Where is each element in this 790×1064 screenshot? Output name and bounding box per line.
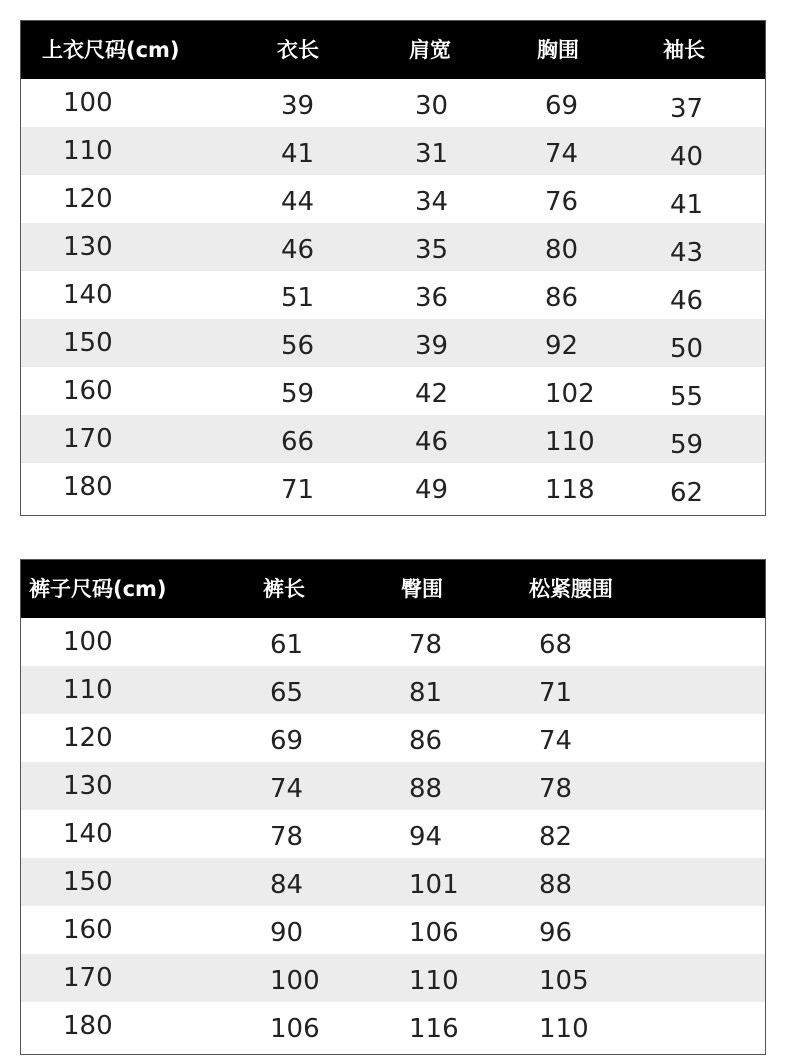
sleeve-length-cell: 43	[670, 238, 704, 268]
size-cell: 150	[63, 328, 113, 358]
sleeve-length-cell: 55	[670, 382, 704, 412]
sleeve-length-cell: 46	[670, 286, 704, 316]
hip-cell: 94	[409, 822, 443, 852]
shoulder-width-cell: 49	[415, 475, 449, 505]
hip-cell: 116	[409, 1014, 459, 1044]
size-cell: 160	[63, 915, 113, 945]
sleeve-length-cell: 37	[670, 94, 704, 124]
pants-length-cell: 100	[270, 966, 320, 996]
waist-cell: 74	[539, 726, 573, 756]
size-cell: 120	[63, 723, 113, 753]
bottom-size-table	[20, 559, 766, 1055]
size-cell: 160	[63, 376, 113, 406]
pants-length-cell: 61	[270, 630, 304, 660]
chest-cell: 110	[545, 427, 595, 457]
table-row	[21, 954, 765, 1002]
header-sleeve-length: 袖长	[663, 38, 705, 62]
pants-length-cell: 65	[270, 678, 304, 708]
hip-cell: 88	[409, 774, 443, 804]
table-row	[21, 79, 765, 127]
size-cell: 130	[63, 771, 113, 801]
size-cell: 170	[63, 963, 113, 993]
size-cell: 120	[63, 184, 113, 214]
table-row	[21, 319, 765, 367]
hip-cell: 78	[409, 630, 443, 660]
hip-cell: 110	[409, 966, 459, 996]
shoulder-width-cell: 30	[415, 91, 449, 121]
pants-length-cell: 78	[270, 822, 304, 852]
waist-cell: 71	[539, 678, 573, 708]
top-size-table	[20, 20, 766, 516]
chest-cell: 69	[545, 91, 579, 121]
table-row	[21, 127, 765, 175]
top-table-header	[21, 21, 765, 79]
sleeve-length-cell: 40	[670, 142, 704, 172]
bottom-table-header	[21, 560, 765, 618]
shoulder-width-cell: 39	[415, 331, 449, 361]
table-row	[21, 463, 765, 511]
sleeve-length-cell: 59	[670, 430, 704, 460]
table-row	[21, 762, 765, 810]
sleeve-length-cell: 50	[670, 334, 704, 364]
table-row	[21, 618, 765, 666]
table-row	[21, 223, 765, 271]
shoulder-width-cell: 36	[415, 283, 449, 313]
pants-length-cell: 106	[270, 1014, 320, 1044]
table-row	[21, 175, 765, 223]
header-pants-size: 裤子尺码(cm)	[29, 577, 167, 601]
waist-cell: 68	[539, 630, 573, 660]
shoulder-width-cell: 34	[415, 187, 449, 217]
garment-length-cell: 41	[281, 139, 315, 169]
table-row	[21, 714, 765, 762]
waist-cell: 78	[539, 774, 573, 804]
shoulder-width-cell: 31	[415, 139, 449, 169]
hip-cell: 81	[409, 678, 443, 708]
garment-length-cell: 46	[281, 235, 315, 265]
header-elastic-waist: 松紧腰围	[529, 577, 613, 601]
header-shoulder-width: 肩宽	[409, 38, 451, 62]
pants-length-cell: 90	[270, 918, 304, 948]
header-garment-length: 衣长	[277, 38, 319, 62]
size-cell: 100	[63, 88, 113, 118]
waist-cell: 82	[539, 822, 573, 852]
header-pants-length: 裤长	[263, 577, 305, 601]
size-cell: 180	[63, 472, 113, 502]
pants-length-cell: 84	[270, 870, 304, 900]
chest-cell: 92	[545, 331, 579, 361]
size-cell: 140	[63, 280, 113, 310]
size-cell: 180	[63, 1011, 113, 1041]
table-row	[21, 1002, 765, 1050]
size-cell: 130	[63, 232, 113, 262]
sleeve-length-cell: 41	[670, 190, 704, 220]
waist-cell: 105	[539, 966, 589, 996]
chest-cell: 76	[545, 187, 579, 217]
chest-cell: 86	[545, 283, 579, 313]
garment-length-cell: 44	[281, 187, 315, 217]
chest-cell: 102	[545, 379, 595, 409]
shoulder-width-cell: 46	[415, 427, 449, 457]
hip-cell: 101	[409, 870, 459, 900]
garment-length-cell: 51	[281, 283, 315, 313]
garment-length-cell: 56	[281, 331, 315, 361]
size-cell: 110	[63, 675, 113, 705]
waist-cell: 96	[539, 918, 573, 948]
header-hip: 臀围	[401, 577, 443, 601]
sleeve-length-cell: 62	[670, 478, 704, 508]
table-row	[21, 810, 765, 858]
waist-cell: 88	[539, 870, 573, 900]
shoulder-width-cell: 42	[415, 379, 449, 409]
table-row	[21, 415, 765, 463]
table-row	[21, 271, 765, 319]
shoulder-width-cell: 35	[415, 235, 449, 265]
chest-cell: 74	[545, 139, 579, 169]
size-cell: 100	[63, 627, 113, 657]
garment-length-cell: 59	[281, 379, 315, 409]
chest-cell: 80	[545, 235, 579, 265]
hip-cell: 106	[409, 918, 459, 948]
waist-cell: 110	[539, 1014, 589, 1044]
table-row	[21, 906, 765, 954]
pants-length-cell: 74	[270, 774, 304, 804]
size-cell: 110	[63, 136, 113, 166]
header-chest: 胸围	[537, 38, 579, 62]
garment-length-cell: 39	[281, 91, 315, 121]
pants-length-cell: 69	[270, 726, 304, 756]
table-row	[21, 666, 765, 714]
hip-cell: 86	[409, 726, 443, 756]
size-cell: 150	[63, 867, 113, 897]
table-row	[21, 858, 765, 906]
table-row	[21, 367, 765, 415]
size-cell: 170	[63, 424, 113, 454]
garment-length-cell: 66	[281, 427, 315, 457]
chest-cell: 118	[545, 475, 595, 505]
garment-length-cell: 71	[281, 475, 315, 505]
size-cell: 140	[63, 819, 113, 849]
header-top-size: 上衣尺码(cm)	[42, 38, 180, 62]
